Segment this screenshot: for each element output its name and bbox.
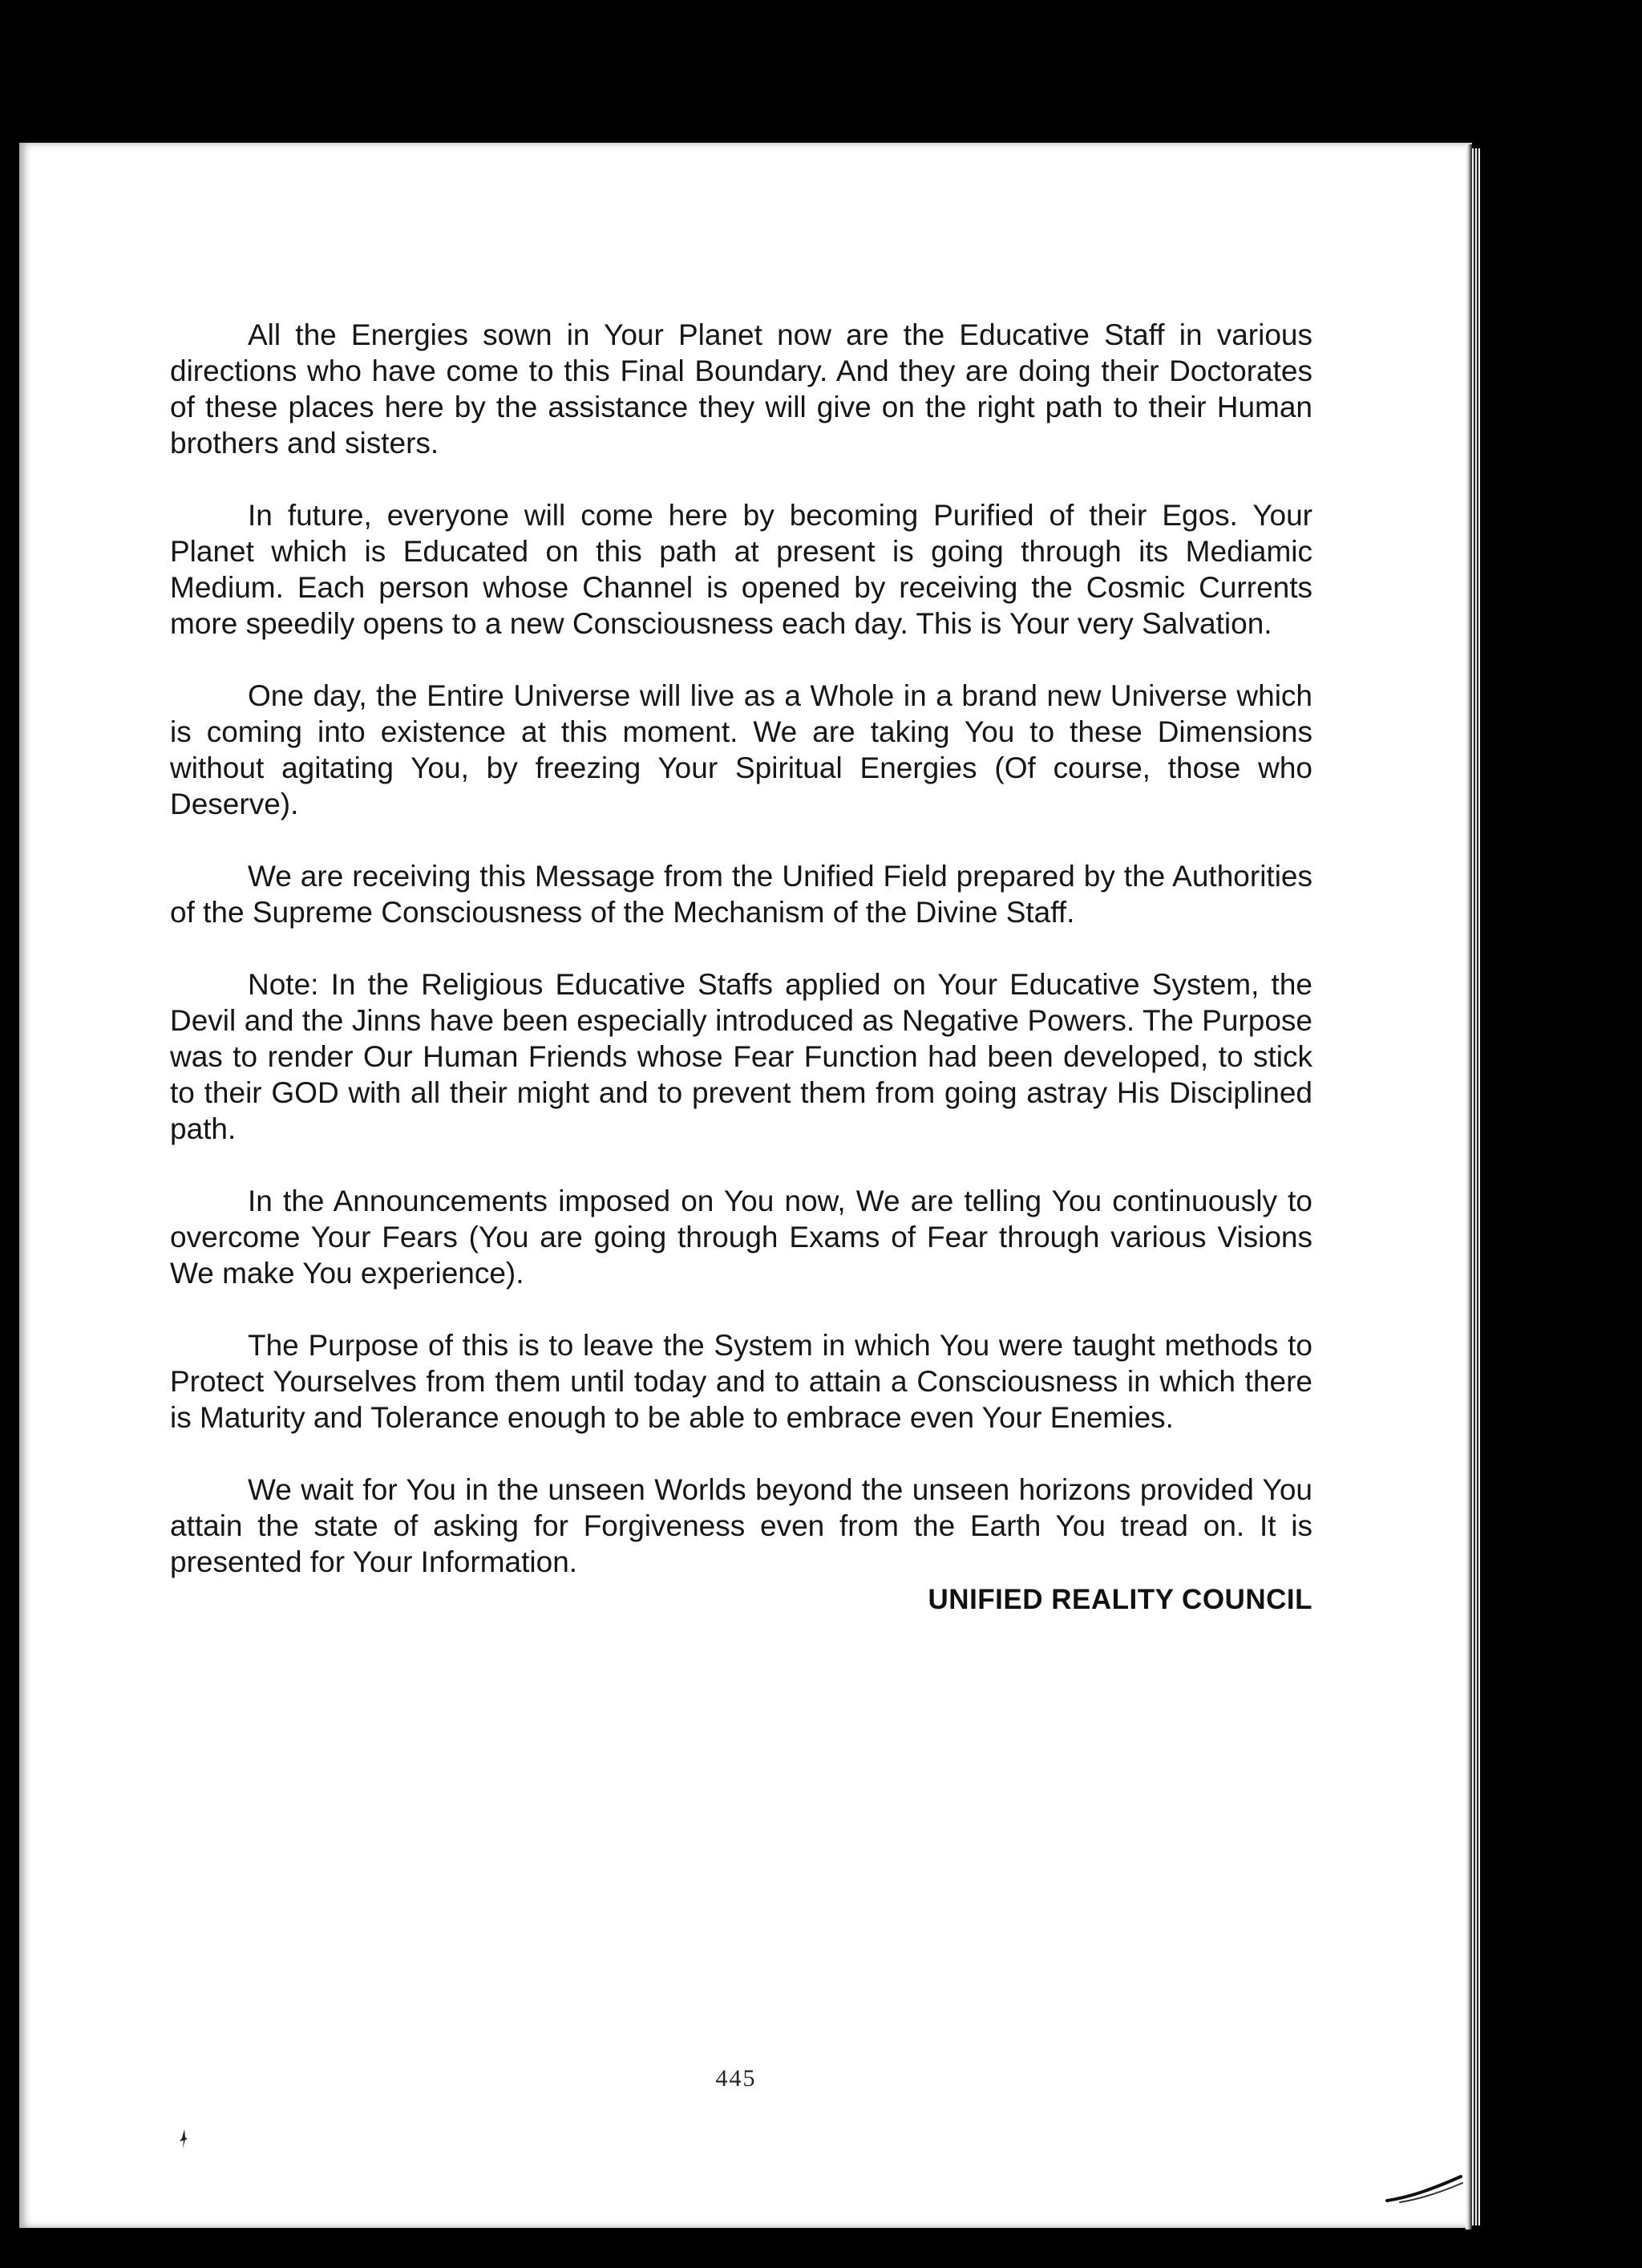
paragraph-3: One day, the Entire Universe will live as a Whole in a brand new Universe which is coming into existence at this moment. We are taking You to these Dimensions without agitating You, by freezing Your Spiritual Energies (Of course, those who Deserve).: [170, 679, 1312, 820]
paragraph-1: All the Energies sown in Your Planet now are the Educative Staff in various directions who have come to this Final Boundary. And they are doing their Doctorates of these places here by the assistance they will give on the right path to their Human brothers and sisters.: [170, 318, 1312, 460]
signature: UNIFIED REALITY COUNCIL: [928, 1584, 1312, 1615]
page-stack-edge: [1472, 148, 1480, 2225]
paragraph-7: The Purpose of this is to leave the System in which You were taught methods to Protect Yourselves from them until today and to attain a Consciousness in which there is Maturity and Tolerance enough to be able to embrace even Your Enemies.: [170, 1329, 1312, 1434]
paragraph-2: In future, everyone will come here by becoming Purified of their Egos. Your Planet which is Educated on this path at present is going through its Mediamic Medium. Each person whose Channel is opened by receiving the Cosmic Currents more speedily opens to a new Consciousness each day. This is Your very Salvation.: [170, 499, 1312, 640]
margin-mark-icon: [178, 2128, 189, 2149]
page-right-edge: [1466, 144, 1472, 2230]
paragraph-8: We wait for You in the unseen Worlds beyond the unseen horizons provided You attain the state of asking for Forgiveness even from the Earth You tread on. It is presented for Your Information.: [170, 1473, 1312, 1578]
paragraph-6: In the Announcements imposed on You now, We are telling You continuously to overcome Your Fears (You are going through Exams of Fear through various Visions We make You experience).: [170, 1185, 1312, 1290]
document-body: [170, 317, 1312, 1616]
paragraph-5: Note: In the Religious Educative Staffs applied on Your Educative System, the Devil and the Jinns have been especially introduced as Negative Powers. The Purpose was to render Our Human Friends whose Fear Function had been developed, to stick to their GOD with all their might and to prevent them from going astray His Disciplined path.: [170, 968, 1312, 1145]
pen-stroke-icon: [1384, 2173, 1466, 2205]
page-number: 445: [715, 2065, 757, 2092]
paragraph-4: We are receiving this Message from the Unified Field prepared by the Authorities of the Supreme Consciousness of the Mechanism of the Divine Staff.: [170, 860, 1312, 929]
